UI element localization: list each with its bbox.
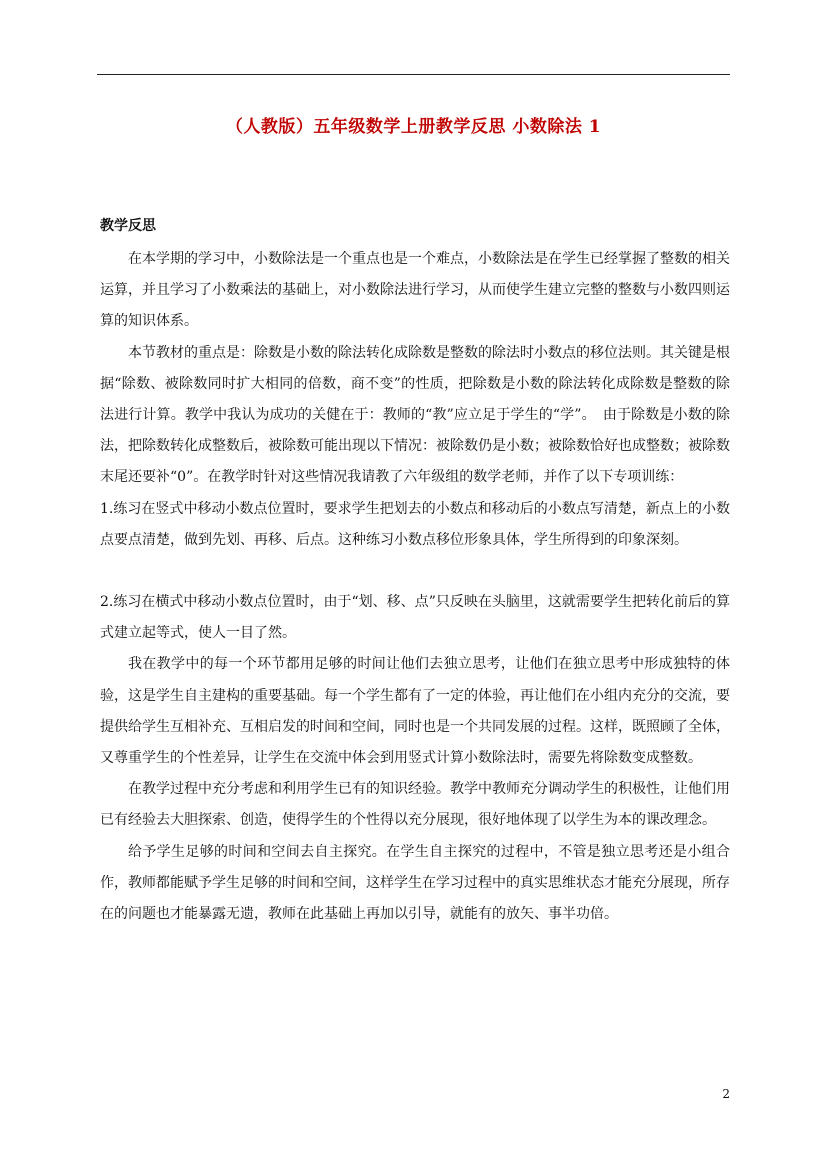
document-body xyxy=(100,244,730,930)
document-title: （人教版）五年级数学上册教学反思 小数除法 1 xyxy=(225,117,602,137)
section-heading: 教学反思 xyxy=(100,218,156,234)
paragraph-exercise-1: 1.练习在竖式中移动小数点位置时，要求学生把划去的小数点和移动后的小数点写清楚，新点上的小数点要点清楚，做到先划、再移、后点。这种练习小数点移位形象具体，学生所得到的印象深刻。 xyxy=(100,500,730,548)
paragraph-prior-knowledge: 在教学过程中充分考虑和利用学生已有的知识经验。教学中教师充分调动学生的积极性，让他们用已有经验去大胆探索、创造，使得学生的个性得以充分展现，很好地体现了以学生为本的课改理念。 xyxy=(100,781,730,829)
paragraph-exercise-2: 2.练习在横式中移动小数点位置时，由于“划、移、点”只反映在头脑里，这就需要学生把转化前后的算式建立起等式，使人一目了然。 xyxy=(100,594,730,642)
paragraph-self-exploration: 给予学生足够的时间和空间去自主探究。在学生自主探究的过程中，不管是独立思考还是小组合作，教师都能赋予学生足够的时间和空间，这样学生在学习过程中的真实思维状态才能充分展现，所存在的问题也才能暴露无遗，教师在此基础上再加以引导，就能有的放矢、事半功倍。 xyxy=(100,843,730,923)
header-rule xyxy=(97,74,730,75)
paragraph-independent-thinking: 我在教学中的每一个环节都用足够的时间让他们去独立思考，让他们在独立思考中形成独特的体验，这是学生自主建构的重要基础。每一个学生都有了一定的体验，再让他们在小组内充分的交流，要提供给学生互相补充、互相启发的时间和空间，同时也是一个共同发展的过程。这样，既照顾了全体，又尊重学生的个性差异，让学生在交流中体会到用竖式计算小数除法时，需要先将除数变成整数。 xyxy=(100,656,730,767)
paragraph-intro: 在本学期的学习中，小数除法是一个重点也是一个难点，小数除法是在学生已经掌握了整数的相关运算，并且学习了小数乘法的基础上，对小数除法进行学习，从而使学生建立完整的整数与小数四则运算的知识体系。 xyxy=(100,251,730,330)
paragraph-key-points: 本节教材的重点是：除数是小数的除法转化成除数是整数的除法时小数点的移位法则。其关键是根据“除数、被除数同时扩大相同的倍数，商不变”的性质，把除数是小数的除法转化成除数是整数的除法进行计算。教学中我认为成功的关健在于：教师的“教”应立足于学生的“学”。 由于除数是小数的除法，把除数转化成整数后，被除数可能出现以下情况：被除数仍是小数；被除数恰好也成整数；被除数末尾还要补“0”。在教学时针对这些情况我请教了六年级组的数学老师，并作了以下专项训练： xyxy=(100,344,730,486)
page-number: 2 xyxy=(722,1087,730,1101)
